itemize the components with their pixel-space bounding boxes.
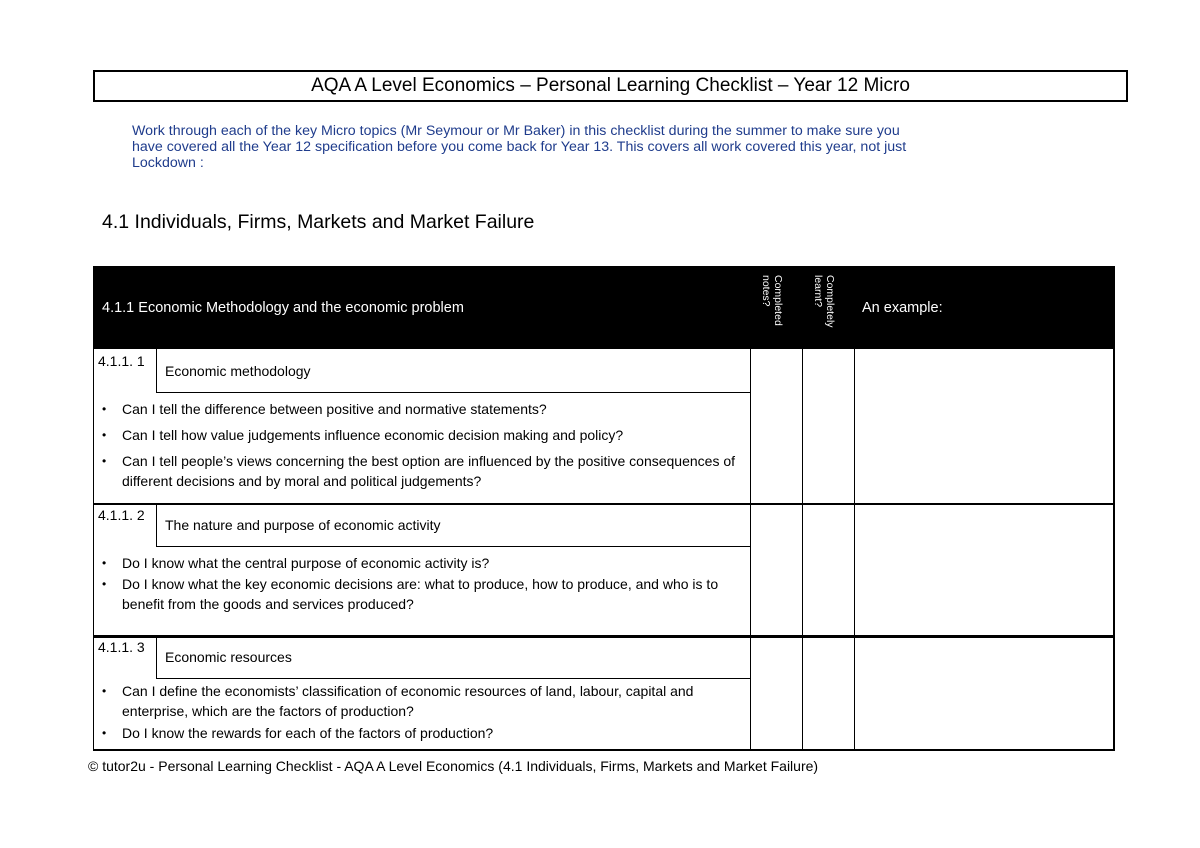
example-cell[interactable]	[855, 349, 1115, 503]
topic-name: The nature and purpose of economic activity	[157, 503, 751, 547]
table-header	[93, 266, 1115, 349]
completed-notes-header: Completed notes?	[760, 275, 784, 326]
completed-notes-cell[interactable]	[751, 503, 803, 635]
example-cell[interactable]	[855, 503, 1115, 635]
section-heading: 4.1 Individuals, Firms, Markets and Market Failure	[102, 211, 535, 233]
topic-name: Economic methodology	[157, 349, 751, 393]
topic-block	[93, 349, 1115, 505]
topic-questions	[93, 547, 751, 635]
completely-learnt-header: Completely learnt?	[812, 275, 836, 328]
page-footer: © tutor2u - Personal Learning Checklist - AQA A Level Economics (4.1 Individuals, Firms, Markets and Market Failure)	[88, 758, 819, 774]
topic-questions	[93, 393, 751, 503]
question-item: • Do I know what the key economic decisions are: what to produce, how to produce, and who is to benefit from the goods and services produced?	[122, 574, 740, 614]
question-item: • Can I define the economists’ classification of economic resources of land, labour, capital and enterprise, which are the factors of production?	[122, 681, 740, 721]
page-title: AQA A Level Economics – Personal Learning Checklist – Year 12 Micro	[93, 70, 1128, 102]
topic-name: Economic resources	[157, 635, 751, 679]
completely-learnt-cell[interactable]	[803, 349, 855, 503]
completely-learnt-cell[interactable]	[803, 635, 855, 749]
question-item: • Do I know the rewards for each of the factors of production?	[122, 723, 740, 743]
topic-questions	[93, 679, 751, 749]
question-item: • Do I know what the central purpose of economic activity is?	[122, 553, 740, 573]
example-cell[interactable]	[855, 635, 1115, 749]
example-header: An example:	[862, 300, 943, 316]
question-item: • Can I tell people’s views concerning the best option are influenced by the positive consequences of different decisions and by moral and political judgements?	[122, 451, 740, 491]
table-header-title: 4.1.1 Economic Methodology and the economic problem	[102, 300, 464, 316]
question-item: • Can I tell how value judgements influence economic decision making and policy?	[122, 425, 740, 445]
topic-code: 4.1.1. 3	[93, 635, 157, 679]
completed-notes-cell[interactable]	[751, 635, 803, 749]
topic-code: 4.1.1. 2	[93, 503, 157, 547]
intro-text: Work through each of the key Micro topics (Mr Seymour or Mr Baker) in this checklist during the summer to make sure you have covered all the Year 12 specification before you come back for Year 13. This covers all work covered this year, not just Lockdown :	[132, 123, 907, 171]
topic-block	[93, 635, 1115, 751]
topic-code: 4.1.1. 1	[93, 349, 157, 393]
completely-learnt-cell[interactable]	[803, 503, 855, 635]
completed-notes-cell[interactable]	[751, 349, 803, 503]
topic-block	[93, 503, 1115, 638]
question-item: • Can I tell the difference between positive and normative statements?	[122, 399, 740, 419]
